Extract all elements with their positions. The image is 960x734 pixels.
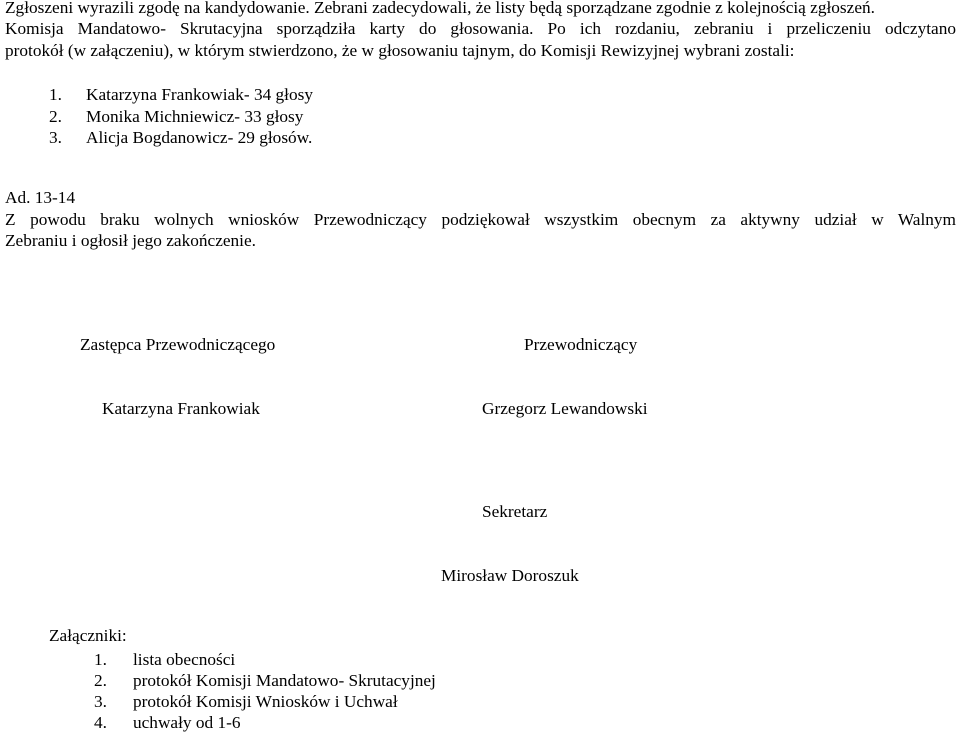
list-item-number: 2. <box>49 106 62 126</box>
chair-title: Przewodniczący <box>524 335 638 354</box>
intro-line-2: Komisja Mandatowo- Skrutacyjna sporządziła karty do głosowania. Po ich rozdaniu, zebraniu i przeliczeniu odczytano <box>5 19 956 38</box>
list-item <box>94 712 436 733</box>
secretary-title: Sekretarz <box>482 502 548 521</box>
list-item-text: Monika Michniewicz- 33 głosy <box>86 106 304 126</box>
list-item-text: protokół Komisji Wniosków i Uchwał <box>133 692 398 711</box>
list-item-text: protokół Komisji Mandatowo- Skrutacyjnej <box>133 671 436 690</box>
list-item <box>49 127 313 149</box>
list-item <box>49 84 313 106</box>
list-item-number: 4. <box>94 713 107 732</box>
list-item-number: 2. <box>94 671 107 690</box>
list-item-text: lista obecności <box>133 650 236 669</box>
list-item-number: 1. <box>49 85 62 104</box>
chair-name: Grzegorz Lewandowski <box>482 399 648 418</box>
list-item-number: 3. <box>49 128 62 147</box>
candidate-list <box>49 84 313 149</box>
deputy-chair-title: Zastępca Przewodniczącego <box>80 335 276 354</box>
section-heading: Ad. 13-14 <box>5 188 76 207</box>
intro-line-1: Zgłoszeni wyrazili zgodę na kandydowanie. Zebrani zadecydowali, że listy będą sporządzane zgodnie z kolejnością zgłoszeń. <box>5 0 875 17</box>
list-item-number: 3. <box>94 692 107 711</box>
intro-line-3: protokół (w załączeniu), w którym stwierdzono, że w głosowaniu tajnym, do Komisji Rewizyjnej wybrani zostali: <box>5 41 795 60</box>
list-item <box>94 691 436 712</box>
list-item-text: Katarzyna Frankowiak- 34 głosy <box>86 85 313 104</box>
list-item <box>49 106 313 128</box>
section-line-1: Z powodu braku wolnych wniosków Przewodniczący podziękował wszystkim obecnym za aktywny udział w Walnym <box>5 210 956 229</box>
attachments-label: Załączniki: <box>49 626 127 645</box>
list-item <box>94 649 436 670</box>
list-item <box>94 670 436 691</box>
attachments-list <box>94 649 436 733</box>
list-item-text: Alicja Bogdanowicz- 29 głosów. <box>86 128 313 147</box>
secretary-name: Mirosław Doroszuk <box>441 566 579 585</box>
deputy-chair-name: Katarzyna Frankowiak <box>102 399 260 418</box>
list-item-number: 1. <box>94 650 107 669</box>
list-item-text: uchwały od 1-6 <box>133 713 241 732</box>
section-line-2: Zebraniu i ogłosił jego zakończenie. <box>5 231 256 250</box>
